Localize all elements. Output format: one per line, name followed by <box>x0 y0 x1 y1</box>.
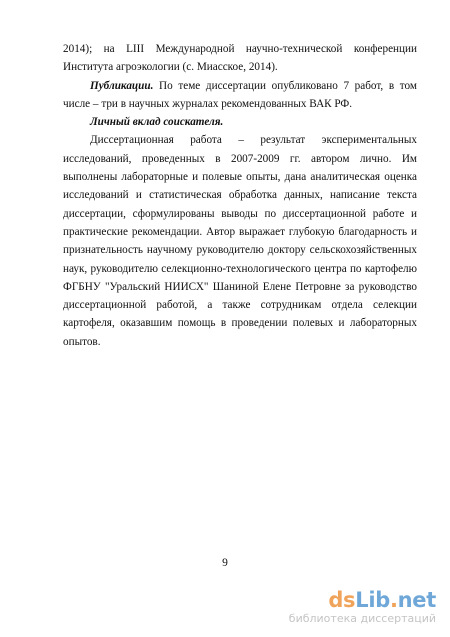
dslib-watermark <box>246 589 436 626</box>
page-number: 9 <box>222 557 228 569</box>
contribution-heading-line <box>63 113 417 131</box>
publications-heading: Публикации. <box>90 79 154 92</box>
paragraph-publications <box>63 77 417 114</box>
paragraph-contribution: Диссертационная работа – результат экспериментальных исследований, проведенных в 2007-2009 гг. автором лично. Им выполнены лабораторные и полевые опыты, дана аналитическая оценка исследований и статистическая обработка данных, написание текста диссертации, сформулированы выводы по диссертационной работе и практические рекомендации. Автор выражает глубокую благодарность и признательность научному руководителю доктору сельскохозяйственных наук, руководителю селекционно-технологического центра по картофелю ФГБНУ "Уральский НИИСХ" Шаниной Елене Петровне за руководство диссертационной работой, а также сотрудникам отдела селекции картофеля, оказавшим помощь в проведении полевых и лабораторных опытов. <box>63 134 417 348</box>
dslib-logo: dsLib.net <box>328 588 436 612</box>
body-text <box>63 40 417 351</box>
dslib-caption: библиотека диссертаций <box>288 612 436 625</box>
publications-text: По теме диссертации опубликовано 7 работ, в том числе – три в научных журналах рекомендованных ВАК РФ. <box>63 79 417 110</box>
contribution-heading: Личный вклад соискателя. <box>90 116 224 129</box>
paragraph-conference-continuation: 2014); на LIII Международной научно-технической конференции Института агроэкологии (с. Миасское, 2014). <box>63 43 417 74</box>
